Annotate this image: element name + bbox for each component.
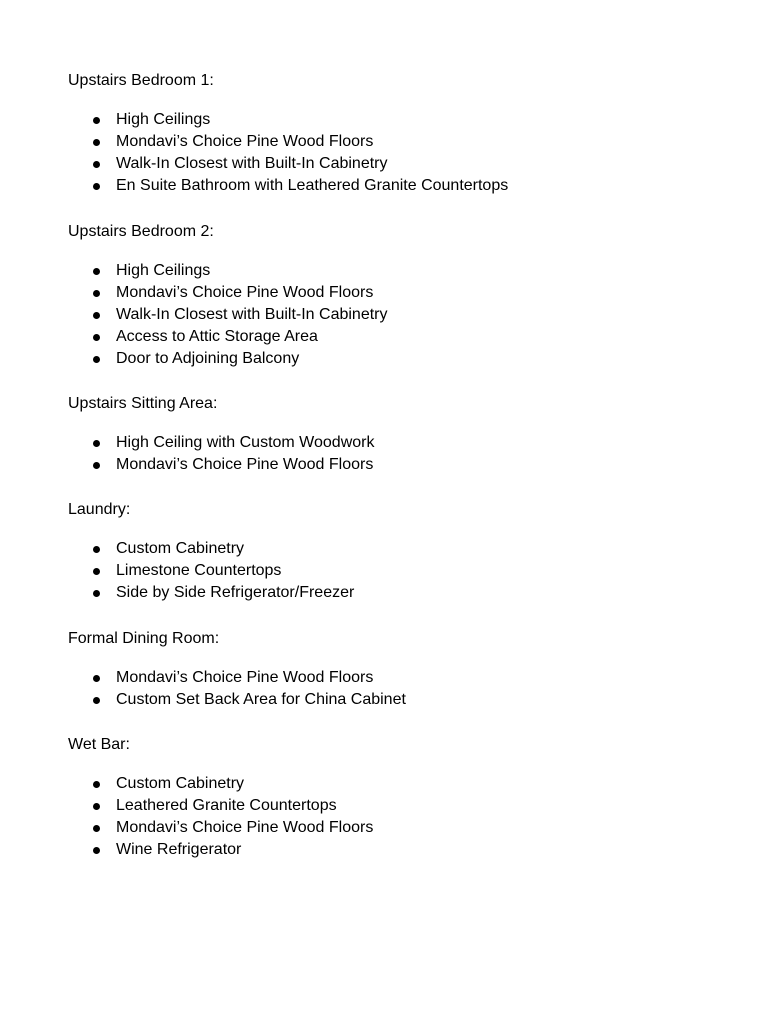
list-item bbox=[68, 260, 728, 282]
list-item-text: High Ceiling with Custom Woodwork bbox=[116, 434, 375, 451]
list-item-text: Wine Refrigerator bbox=[116, 841, 242, 858]
section-heading: Upstairs Bedroom 2: bbox=[68, 223, 214, 240]
bullet-list bbox=[68, 432, 728, 476]
bullet-icon bbox=[93, 697, 100, 704]
bullet-icon bbox=[93, 139, 100, 146]
section-upstairs-bedroom-2 bbox=[68, 222, 728, 370]
bullet-icon bbox=[93, 568, 100, 575]
list-item bbox=[68, 153, 728, 175]
section-heading: Formal Dining Room: bbox=[68, 630, 220, 647]
bullet-icon bbox=[93, 117, 100, 124]
list-item bbox=[68, 131, 728, 153]
bullet-icon bbox=[93, 290, 100, 297]
bullet-icon bbox=[93, 462, 100, 469]
bullet-icon bbox=[93, 781, 100, 788]
list-item-text: High Ceilings bbox=[116, 262, 211, 279]
list-item bbox=[68, 109, 728, 131]
list-item bbox=[68, 282, 728, 304]
list-item-text: Walk-In Closest with Built-In Cabinetry bbox=[116, 306, 388, 323]
list-item bbox=[68, 538, 728, 560]
bullet-icon bbox=[93, 334, 100, 341]
bullet-icon bbox=[93, 356, 100, 363]
list-item bbox=[68, 348, 728, 370]
list-item bbox=[68, 689, 728, 711]
bullet-list bbox=[68, 773, 728, 861]
list-item bbox=[68, 773, 728, 795]
bullet-icon bbox=[93, 440, 100, 447]
section-formal-dining-room bbox=[68, 629, 728, 711]
list-item-text: High Ceilings bbox=[116, 111, 211, 128]
list-item-text: Mondavi’s Choice Pine Wood Floors bbox=[116, 456, 374, 473]
list-item-text: Mondavi’s Choice Pine Wood Floors bbox=[116, 284, 374, 301]
bullet-icon bbox=[93, 183, 100, 190]
bullet-list bbox=[68, 260, 728, 370]
list-item-text: Mondavi’s Choice Pine Wood Floors bbox=[116, 819, 374, 836]
section-heading: Upstairs Sitting Area: bbox=[68, 395, 218, 412]
bullet-icon bbox=[93, 590, 100, 597]
list-item-text: Custom Cabinetry bbox=[116, 540, 245, 557]
list-item bbox=[68, 432, 728, 454]
bullet-icon bbox=[93, 546, 100, 553]
bullet-list bbox=[68, 667, 728, 711]
section-upstairs-bedroom-1 bbox=[68, 71, 728, 197]
list-item bbox=[68, 795, 728, 817]
list-item bbox=[68, 667, 728, 689]
section-heading: Laundry: bbox=[68, 501, 131, 518]
list-item-text: Custom Set Back Area for China Cabinet bbox=[116, 691, 406, 708]
bullet-icon bbox=[93, 803, 100, 810]
section-laundry bbox=[68, 500, 728, 604]
section-wet-bar bbox=[68, 735, 728, 861]
bullet-icon bbox=[93, 161, 100, 168]
bullet-icon bbox=[93, 675, 100, 682]
list-item bbox=[68, 304, 728, 326]
list-item-text: Limestone Countertops bbox=[116, 562, 282, 579]
bullet-list bbox=[68, 109, 728, 197]
list-item-text: Side by Side Refrigerator/Freezer bbox=[116, 584, 355, 601]
list-item bbox=[68, 839, 728, 861]
bullet-icon bbox=[93, 847, 100, 854]
list-item-text: Custom Cabinetry bbox=[116, 775, 245, 792]
bullet-list bbox=[68, 538, 728, 604]
list-item bbox=[68, 817, 728, 839]
list-item-text: Walk-In Closest with Built-In Cabinetry bbox=[116, 155, 388, 172]
list-item bbox=[68, 326, 728, 348]
list-item bbox=[68, 582, 728, 604]
list-item bbox=[68, 175, 728, 197]
list-item-text: En Suite Bathroom with Leathered Granite Countertops bbox=[116, 177, 509, 194]
list-item-text: Mondavi’s Choice Pine Wood Floors bbox=[116, 133, 374, 150]
list-item-text: Mondavi’s Choice Pine Wood Floors bbox=[116, 669, 374, 686]
section-heading: Wet Bar: bbox=[68, 736, 130, 753]
section-upstairs-sitting-area bbox=[68, 394, 728, 476]
list-item-text: Door to Adjoining Balcony bbox=[116, 350, 300, 367]
list-item-text: Access to Attic Storage Area bbox=[116, 328, 318, 345]
list-item-text: Leathered Granite Countertops bbox=[116, 797, 337, 814]
bullet-icon bbox=[93, 825, 100, 832]
bullet-icon bbox=[93, 312, 100, 319]
bullet-icon bbox=[93, 268, 100, 275]
list-item bbox=[68, 454, 728, 476]
section-heading: Upstairs Bedroom 1: bbox=[68, 72, 214, 89]
list-item bbox=[68, 560, 728, 582]
